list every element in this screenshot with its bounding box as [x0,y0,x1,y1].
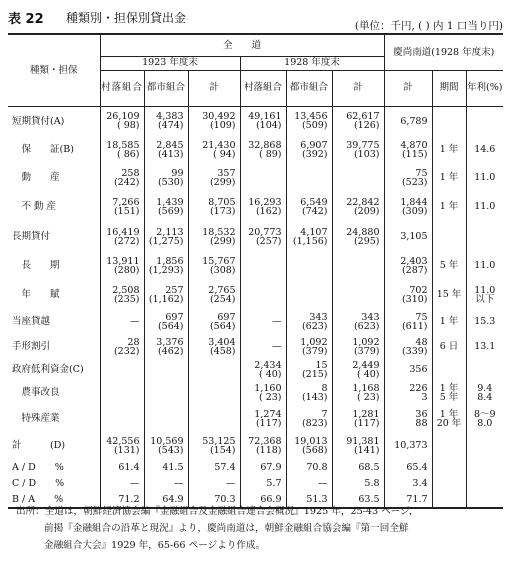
table-row [8,222,503,252]
table-cell [466,106,503,136]
table-cell: 6,907 (392) [286,136,332,164]
table-cell: 3.4 [384,476,432,492]
table-cell: — [188,476,240,492]
table-cell: 8〜9 8.0 [466,406,503,432]
village-1928-header: 村落組合 [240,70,286,106]
table-cell [188,360,240,380]
table-cell [466,460,503,476]
table-cell: 11.0 [466,252,503,280]
table-cell: 5.8 [332,476,384,492]
table-cell: 18,585 ( 86) [100,136,144,164]
table-cell [466,476,503,492]
table-cell: 2,113 (1,275) [144,222,188,252]
table-row [8,106,503,136]
table-cell: 10,569 (543) [144,432,188,460]
category-header: 種類・担保 [8,34,100,106]
table-cell: 53,125 (154) [188,432,240,460]
table-cell: 16,419 (272) [100,222,144,252]
table-cell: 11.0 [466,192,503,222]
table-cell: 91,381 (141) [332,432,384,460]
table-cell: 3,105 [384,222,432,252]
table-cell: 4,870 (115) [384,136,432,164]
table-cell: 21,430 ( 94) [188,136,240,164]
table-cell: 258 (242) [100,164,144,192]
table-cell: 2,434 ( 40) [240,360,286,380]
city-1928-header: 都市組合 [286,70,332,106]
table-cell: 24,880 (295) [332,222,384,252]
total-1928-header: 計 [332,70,384,106]
row-label: 計 (D) [12,440,66,452]
table-cell: 5.7 [240,476,286,492]
table-cell: 6,549 (742) [286,192,332,222]
table-cell [144,360,188,380]
source-line-2: 前掲『金融組合の沿革と現況』より，慶尚南道は，朝鮮金融組合協会編『第一回全鮮 [44,523,409,534]
table-cell: 41.5 [144,460,188,476]
table-title: 種類別・担保別貸出金 [66,11,187,25]
table-cell: 10,373 [384,432,432,460]
table-cell: 22,842 (209) [332,192,384,222]
table-cell: 49,161 (104) [240,106,286,136]
table-cell [188,406,240,432]
table-body [8,106,503,508]
table-cell: 3,376 (462) [144,334,188,360]
table-cell: 702 (310) [384,280,432,310]
table-cell [332,280,384,310]
table-cell: 1 年 5 年 [432,380,466,406]
all-province-header: 全 道 [100,34,384,56]
table-cell: 75 (523) [384,164,432,192]
table-cell: 1,092 (379) [286,334,332,360]
table-cell [432,360,466,380]
row-label: 長 期 [12,260,60,272]
total-1923-header: 計 [188,70,240,106]
table-cell: 75 (611) [384,310,432,334]
table-row [8,136,503,164]
table-header [8,8,503,30]
row-label: 当座貸越 [12,316,51,328]
table-cell: 2,449 ( 40) [332,360,384,380]
table-cell: 4,383 (474) [144,106,188,136]
table-cell [286,164,332,192]
table-cell: 61.4 [100,460,144,476]
row-label: 農事改良 [12,387,60,399]
table-cell: 66.9 [240,492,286,508]
table-cell: 19,013 (568) [286,432,332,460]
table-row [8,360,503,380]
table-cell: 30,492 (109) [188,106,240,136]
table-cell: 14.6 [466,136,503,164]
row-label: 手形割引 [12,341,51,353]
table-cell: 15 年 [432,280,466,310]
table-cell: 11.0 [466,164,503,192]
table-cell [432,476,466,492]
table-cell [432,106,466,136]
table-cell: 11.0 以下 [466,280,503,310]
table-cell: 1,168 ( 23) [332,380,384,406]
table-cell: 1 年 [432,164,466,192]
table-row [8,406,503,432]
table-cell: 2,403 (287) [384,252,432,280]
row-label: 不 動 産 [12,201,57,213]
table-cell: 71.7 [384,492,432,508]
table-row [8,432,503,460]
keisho-header: 慶尚南道(1928 年度末) [384,34,503,70]
table-cell: 70.8 [286,460,332,476]
table-cell: 9.4 8.4 [466,380,503,406]
table-cell: 1,844 (309) [384,192,432,222]
table-cell: 15 (215) [286,360,332,380]
table-cell: 63.5 [332,492,384,508]
table-cell: 357 (299) [188,164,240,192]
table-cell [240,280,286,310]
table-cell: 8,705 (173) [188,192,240,222]
table-cell: 1,160 ( 23) [240,380,286,406]
table-cell: 356 [384,360,432,380]
table-cell: 697 (564) [144,310,188,334]
table-cell: 343 (623) [332,310,384,334]
table-cell: 7,266 (151) [100,192,144,222]
row-label: B / A % [8,492,100,508]
table-cell: — [144,476,188,492]
table-cell: 36 88 [384,406,432,432]
table-cell: 28 (232) [100,334,144,360]
table-cell: 72,368 (118) [240,432,286,460]
table-row [8,192,503,222]
table-cell [466,432,503,460]
row-label: 特殊産業 [12,413,60,425]
table-cell [466,360,503,380]
table-row [8,476,503,492]
table-cell: 1,856 (1,293) [144,252,188,280]
table-cell [432,432,466,460]
table-row [8,280,503,310]
table-cell: 1,281 (117) [332,406,384,432]
table-cell: 13,911 (280) [100,252,144,280]
row-label: 動 産 [12,172,60,184]
table-cell: 1 年 [432,310,466,334]
table-row [8,460,503,476]
table-row [8,310,503,334]
row-label: 短期貸付(A) [12,115,65,127]
source-note [16,503,504,554]
table-cell: 15.3 [466,310,503,334]
table-cell: 26,109 ( 98) [100,106,144,136]
source-line-3: 金融組合大会』1929 年，65-66 ページより作成。 [44,540,266,551]
table-cell: 1,439 (569) [144,192,188,222]
table-cell: 15,767 (308) [188,252,240,280]
row-label: A / D % [12,462,64,474]
city-1923-header: 都市組合 [144,70,188,106]
table-cell: 226 3 [384,380,432,406]
table-cell: — [100,476,144,492]
table-cell: 1 年 [432,136,466,164]
table-cell: 51.3 [286,492,332,508]
table-cell: 32,868 ( 89) [240,136,286,164]
table-row [8,164,503,192]
table-cell: 6,789 [384,106,432,136]
table-cell: — [240,310,286,334]
table-cell: 2,765 (254) [188,280,240,310]
table-cell: 697 (564) [188,310,240,334]
table-cell [188,380,240,406]
row-label: 長期貸付 [12,231,51,243]
table-cell: 6 日 [432,334,466,360]
table-cell: 67.9 [240,460,286,476]
table-cell: 99 (530) [144,164,188,192]
table-cell: 57.4 [188,460,240,476]
table-cell: 5 年 [432,252,466,280]
loan-table [8,33,503,509]
table-cell: 64.9 [144,492,188,508]
row-label: 保 証(B) [12,144,74,156]
table-cell [286,252,332,280]
table-cell: 3,404 (458) [188,334,240,360]
table-cell: — [240,334,286,360]
table-cell: 2,845 (413) [144,136,188,164]
year-1928-header: 1928 年度末 [240,56,384,70]
table-cell: 257 (1,162) [144,280,188,310]
table-cell [100,406,144,432]
table-row [8,252,503,280]
table-cell: — [100,310,144,334]
table-cell: 8 (143) [286,380,332,406]
table-cell: 1,274 (117) [240,406,286,432]
source-line-1: 出所：全道は，朝鮮経済協会編『金融組合及金融組合連合会概況』1925 年，25-43 ページ， [16,506,419,517]
table-cell: 1 年 [432,192,466,222]
table-cell: 42,556 (131) [100,432,144,460]
table-cell: — [286,476,332,492]
table-cell: 70.3 [188,492,240,508]
table-cell: 62,617 (126) [332,106,384,136]
table-row [8,380,503,406]
table-number: 表 22 [8,12,44,27]
table-cell: 7 (823) [286,406,332,432]
table-cell: 39,775 (103) [332,136,384,164]
table-cell [466,222,503,252]
table-cell: 16,293 (162) [240,192,286,222]
table-cell: 65.4 [384,460,432,476]
village-1923-header: 村落組合 [100,70,144,106]
table-cell [144,380,188,406]
table-cell: 71.2 [100,492,144,508]
row-label: 政府低利資金(C) [12,364,84,376]
table-cell: 343 (623) [286,310,332,334]
table-cell [432,460,466,476]
row-label: C / D % [12,478,65,490]
total-keisho-header: 計 [384,70,432,106]
table-cell: 13.1 [466,334,503,360]
table-cell [100,360,144,380]
table-cell: 48 (339) [384,334,432,360]
table-cell: 68.5 [332,460,384,476]
table-cell [240,252,286,280]
table-cell [332,164,384,192]
unit-note: (単位：千円, ( ) 内 1 口当り円) [354,20,503,32]
rate-header: 年利(%) [466,70,503,106]
table-row [8,334,503,360]
table-cell [286,280,332,310]
period-header: 期間 [432,70,466,106]
table-cell [144,406,188,432]
table-cell: 4,107 (1,156) [286,222,332,252]
table-cell: 2,508 (235) [100,280,144,310]
table-cell [100,380,144,406]
table-cell: 18,532 (299) [188,222,240,252]
row-label: 年 賦 [12,289,60,301]
year-1923-header: 1923 年度末 [100,56,240,70]
table-cell [432,222,466,252]
table-cell: 1 年 20 年 [432,406,466,432]
table-cell [240,164,286,192]
table-cell: 20,773 (257) [240,222,286,252]
table-cell: 13,456 (509) [286,106,332,136]
table-cell [332,252,384,280]
table-cell: 1,092 (379) [332,334,384,360]
